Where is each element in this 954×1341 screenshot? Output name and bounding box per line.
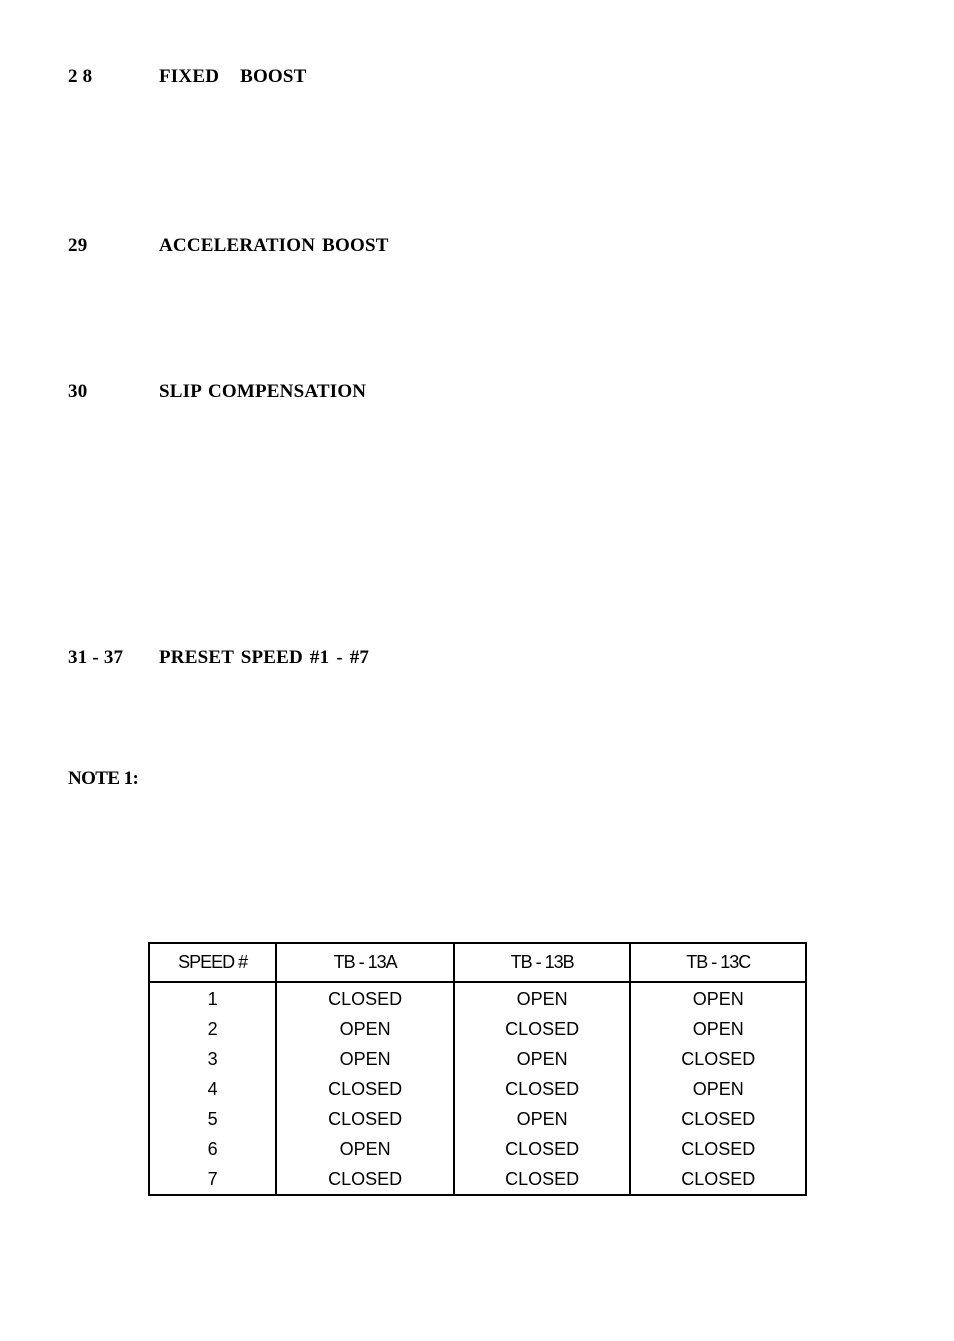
table-cell: CLOSED: [276, 982, 454, 1014]
table-cell: OPEN: [630, 1014, 806, 1044]
table-cell: CLOSED: [630, 1134, 806, 1164]
table-row: [149, 1104, 806, 1134]
table-cell: CLOSED: [276, 1074, 454, 1104]
table-cell: CLOSED: [454, 1164, 631, 1195]
parameter-29-heading: [68, 235, 389, 257]
column-header-tb-13a: TB - 13A: [276, 943, 454, 982]
table-cell: CLOSED: [454, 1014, 631, 1044]
table-cell: OPEN: [454, 1044, 631, 1074]
table-cell: OPEN: [630, 1074, 806, 1104]
parameter-title: SLIP COMPENSATION: [159, 381, 367, 402]
note-label: NOTE 1:: [68, 768, 139, 789]
table-cell: CLOSED: [454, 1074, 631, 1104]
table-cell: 3: [207, 1049, 218, 1069]
column-header-tb-13c: TB - 13C: [630, 943, 806, 982]
table-row: [149, 982, 806, 1014]
parameter-30-heading: [68, 381, 366, 403]
table-row: [149, 1044, 806, 1074]
table-row: [149, 1134, 806, 1164]
table-cell: OPEN: [454, 982, 631, 1014]
parameter-title: FIXED BOOST: [159, 66, 307, 87]
parameter-number: 29: [68, 235, 88, 256]
table-cell: OPEN: [630, 982, 806, 1014]
table-cell: 5: [207, 1109, 218, 1129]
table-row: [149, 1014, 806, 1044]
parameter-number: 30: [68, 381, 88, 402]
table-header-row: [149, 943, 806, 982]
table-cell: OPEN: [276, 1014, 454, 1044]
table-cell: CLOSED: [630, 1164, 806, 1195]
parameter-number: 2 8: [68, 66, 93, 87]
table-cell: OPEN: [454, 1104, 631, 1134]
table-cell: CLOSED: [454, 1134, 631, 1164]
table-cell: 2: [207, 1019, 218, 1039]
column-header-speed: SPEED #: [149, 943, 276, 982]
column-header-tb-13b: TB - 13B: [454, 943, 631, 982]
table-cell: CLOSED: [630, 1104, 806, 1134]
table-cell: CLOSED: [630, 1044, 806, 1074]
parameter-title: ACCELERATION BOOST: [159, 235, 389, 256]
table-cell: 1: [207, 989, 218, 1009]
table-row: [149, 1074, 806, 1104]
table-cell: OPEN: [276, 1134, 454, 1164]
table-cell: OPEN: [276, 1044, 454, 1074]
preset-speed-table: [148, 942, 807, 1196]
table-cell: 4: [207, 1079, 218, 1099]
parameter-28-heading: [68, 66, 307, 88]
parameter-title: PRESET SPEED #1 - #7: [159, 647, 370, 668]
parameter-31-37-heading: [68, 647, 369, 669]
table-cell: 6: [207, 1139, 218, 1159]
table-cell: CLOSED: [276, 1104, 454, 1134]
table-row: [149, 1164, 806, 1195]
table-cell: 7: [207, 1169, 218, 1189]
parameter-number: 31 - 37: [68, 647, 124, 668]
table-cell: CLOSED: [276, 1164, 454, 1195]
